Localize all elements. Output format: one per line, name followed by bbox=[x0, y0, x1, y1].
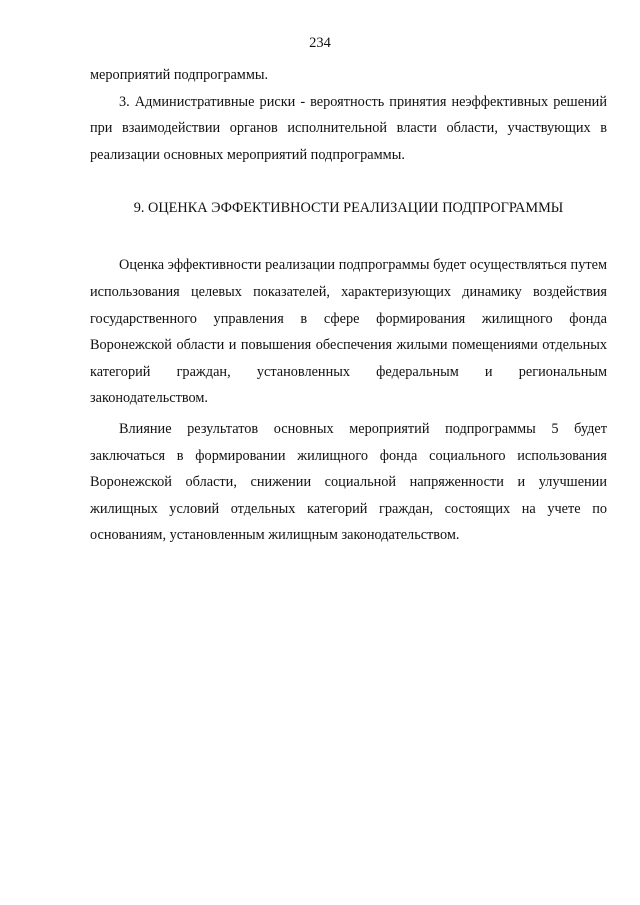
paragraph-efficiency-evaluation: Оценка эффективности реализации подпрограммы будет осуществляться путем использования целевых показателей, характеризующих динамику воздействия государственного управления в сфере формирования жилищного фонда Воронежской области и повышения обеспечения жилыми помещениями отдельных категорий граждан, установленных федеральным и региональным законодательством. bbox=[90, 257, 607, 407]
paragraph-continuation: мероприятий подпрограммы. bbox=[90, 67, 269, 83]
section-title: 9. ОЦЕНКА ЭФФЕКТИВНОСТИ РЕАЛИЗАЦИИ ПОДПРОГРАММЫ bbox=[133, 200, 564, 217]
paragraph-administrative-risks: 3. Административные риски - вероятность принятия неэффективных решений при взаимодействии органов исполнительной власти области, участвующих в реализации основных мероприятий подпрограммы. bbox=[90, 93, 607, 163]
page-content bbox=[90, 62, 607, 549]
page-number: 234 bbox=[309, 35, 331, 51]
paragraph-results-impact: Влияние результатов основных мероприятий подпрограммы 5 будет заключаться в формировании жилищного фонда социального использования Воронежской области, снижении социальной напряженности и улучшении жилищных условий отдельных категорий граждан, состоящих на учете по основаниям, установленным жилищным законодательством. bbox=[90, 420, 607, 544]
